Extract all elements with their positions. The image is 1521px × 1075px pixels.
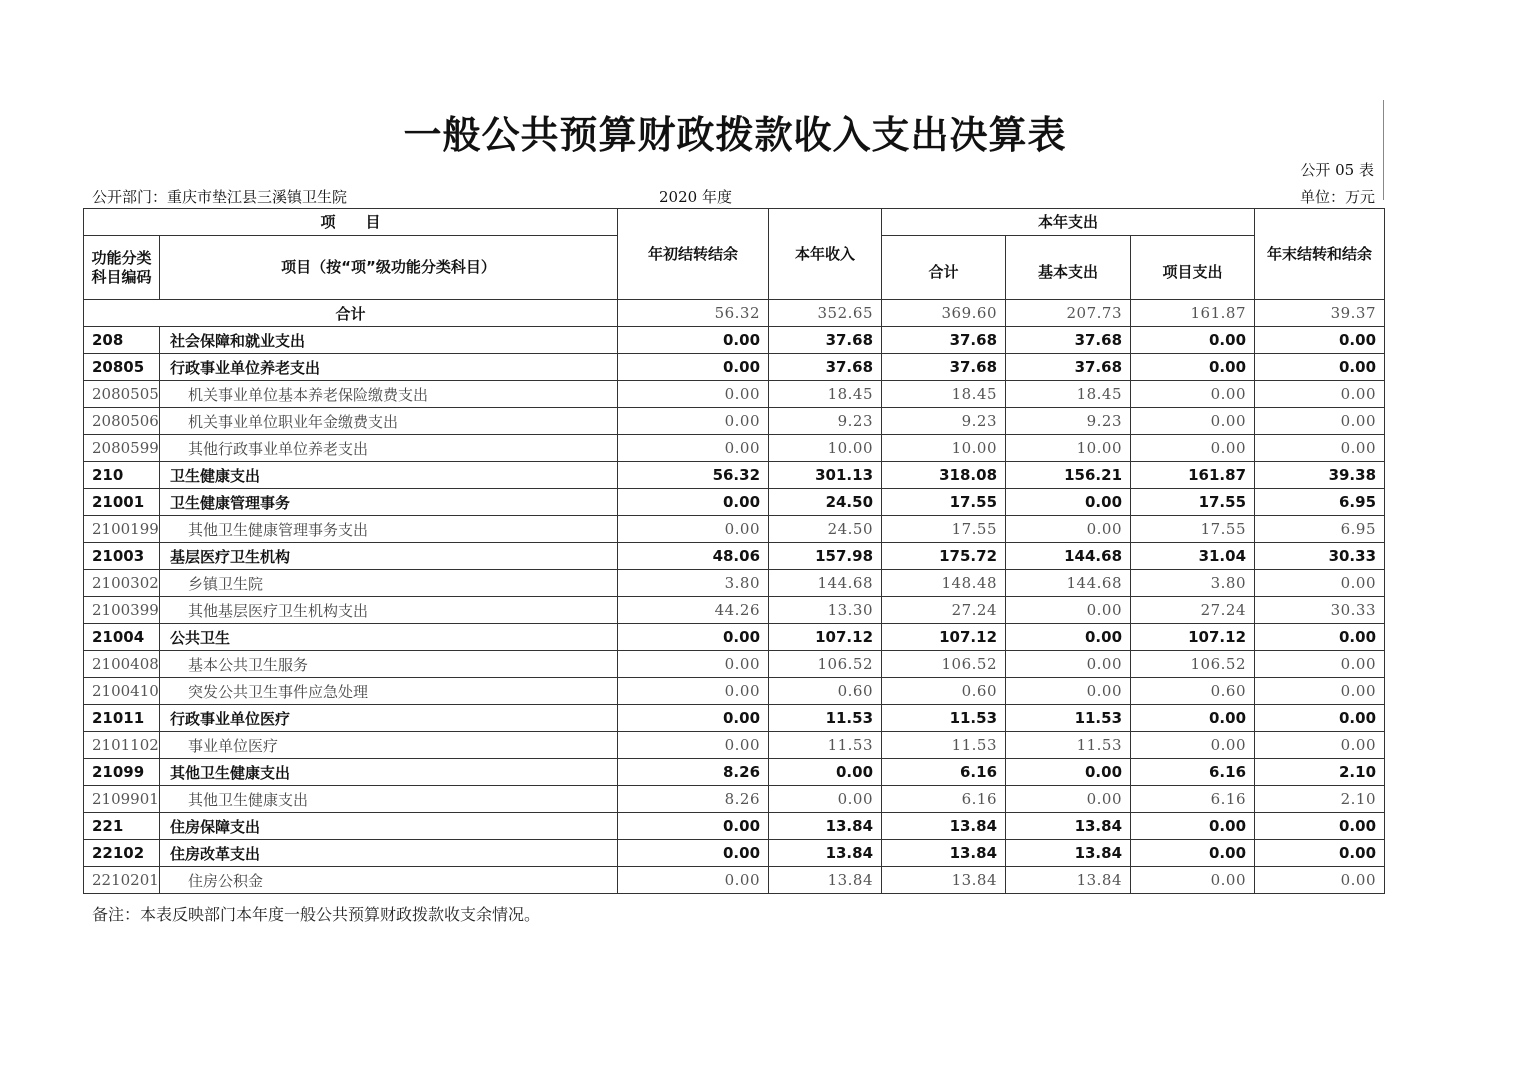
cell-income: 11.53: [769, 732, 882, 759]
footnote: 备注：本表反映部门本年度一般公共预算财政拨款收支余情况。: [92, 905, 541, 924]
cell-total: 6.16: [882, 759, 1006, 786]
cell-closing: 39.38: [1255, 462, 1385, 489]
cell-total: 37.68: [882, 354, 1006, 381]
cell-project: 107.12: [1131, 624, 1255, 651]
header-closing: 年末结转和结余: [1255, 209, 1385, 300]
cell-opening: 0.00: [618, 678, 769, 705]
cell-name: 社会保障和就业支出: [160, 327, 618, 354]
cell-closing: 6.95: [1255, 489, 1385, 516]
cell-code: 21003: [84, 543, 160, 570]
cell-opening: 0.00: [618, 867, 769, 894]
cell-opening: 0.00: [618, 651, 769, 678]
table-row: [84, 705, 1385, 732]
header-project: 项目支出: [1131, 236, 1255, 300]
cell-income: 106.52: [769, 651, 882, 678]
table-row: [84, 516, 1385, 543]
cell-closing: 0.00: [1255, 570, 1385, 597]
cell-total: 27.24: [882, 597, 1006, 624]
cell-code: 210: [84, 462, 160, 489]
cell-total: 318.08: [882, 462, 1006, 489]
cell-closing: 0.00: [1255, 381, 1385, 408]
table-row: [84, 597, 1385, 624]
cell-code: 2100302: [84, 570, 160, 597]
cell-income: 13.84: [769, 867, 882, 894]
header-income: 本年收入: [769, 209, 882, 300]
cell-opening: 0.00: [618, 813, 769, 840]
cell-closing: 0.00: [1255, 678, 1385, 705]
cell-closing: 0.00: [1255, 327, 1385, 354]
cell-closing: 0.00: [1255, 840, 1385, 867]
cell-closing: 30.33: [1255, 543, 1385, 570]
cell-name: 公共卫生: [160, 624, 618, 651]
header-opening: 年初结转结余: [618, 209, 769, 300]
cell-income: 10.00: [769, 435, 882, 462]
cell-basic: 0.00: [1006, 489, 1131, 516]
cell-opening: 0.00: [618, 705, 769, 732]
cell-total: 0.60: [882, 678, 1006, 705]
cell-project: 0.00: [1131, 381, 1255, 408]
table-row: [84, 759, 1385, 786]
cell-code: 2100199: [84, 516, 160, 543]
cell-code: 2080599: [84, 435, 160, 462]
cell-income: 157.98: [769, 543, 882, 570]
cell-basic: 0.00: [1006, 624, 1131, 651]
table-body: [84, 300, 1385, 894]
cell-project: 0.00: [1131, 867, 1255, 894]
cell-basic: 37.68: [1006, 354, 1131, 381]
table-row: [84, 651, 1385, 678]
cell-name: 其他卫生健康支出: [160, 759, 618, 786]
cell-basic: 156.21: [1006, 462, 1131, 489]
cell-code: 21001: [84, 489, 160, 516]
cell-basic: 0.00: [1006, 786, 1131, 813]
cell-basic: 144.68: [1006, 570, 1131, 597]
cell-total: 17.55: [882, 516, 1006, 543]
table-row: [84, 786, 1385, 813]
total-row: [84, 300, 1385, 327]
cell-income: 37.68: [769, 354, 882, 381]
cell-total: 6.16: [882, 786, 1006, 813]
cell-income: 37.68: [769, 327, 882, 354]
cell-name: 突发公共卫生事件应急处理: [160, 678, 618, 705]
cell-project: 0.00: [1131, 705, 1255, 732]
cell-income: 0.60: [769, 678, 882, 705]
cell-project: 27.24: [1131, 597, 1255, 624]
total-income: 352.65: [769, 300, 882, 327]
cell-name: 住房公积金: [160, 867, 618, 894]
cell-project: 0.00: [1131, 813, 1255, 840]
cell-project: 0.00: [1131, 840, 1255, 867]
cell-name: 其他卫生健康管理事务支出: [160, 516, 618, 543]
cell-total: 148.48: [882, 570, 1006, 597]
cell-opening: 0.00: [618, 408, 769, 435]
cell-basic: 10.00: [1006, 435, 1131, 462]
cell-total: 37.68: [882, 327, 1006, 354]
cell-opening: 8.26: [618, 786, 769, 813]
cell-total: 11.53: [882, 732, 1006, 759]
cell-project: 17.55: [1131, 516, 1255, 543]
cell-project: 3.80: [1131, 570, 1255, 597]
cell-code: 2080505: [84, 381, 160, 408]
header-expense-group: 本年支出: [882, 209, 1255, 236]
cell-opening: 0.00: [618, 624, 769, 651]
cell-total: 13.84: [882, 813, 1006, 840]
cell-code: 22102: [84, 840, 160, 867]
table-row: [84, 570, 1385, 597]
cell-income: 24.50: [769, 516, 882, 543]
cell-income: 13.84: [769, 840, 882, 867]
cell-name: 机关事业单位职业年金缴费支出: [160, 408, 618, 435]
cell-basic: 13.84: [1006, 867, 1131, 894]
cell-code: 2100408: [84, 651, 160, 678]
table-row: [84, 408, 1385, 435]
cell-closing: 30.33: [1255, 597, 1385, 624]
form-tag: 公开 05 表: [1300, 161, 1374, 179]
table-row: [84, 840, 1385, 867]
table-row: [84, 381, 1385, 408]
cell-income: 144.68: [769, 570, 882, 597]
cell-name: 行政事业单位养老支出: [160, 354, 618, 381]
cell-closing: 0.00: [1255, 705, 1385, 732]
header-name: 项目（按“项”级功能分类科目）: [160, 236, 618, 300]
cell-project: 6.16: [1131, 786, 1255, 813]
cell-opening: 0.00: [618, 489, 769, 516]
total-basic: 207.73: [1006, 300, 1131, 327]
cell-income: 13.30: [769, 597, 882, 624]
budget-table: [83, 208, 1385, 894]
table-row: [84, 354, 1385, 381]
total-total: 369.60: [882, 300, 1006, 327]
cell-basic: 18.45: [1006, 381, 1131, 408]
cell-code: 2101102: [84, 732, 160, 759]
cell-total: 18.45: [882, 381, 1006, 408]
cell-code: 2109901: [84, 786, 160, 813]
cell-basic: 13.84: [1006, 813, 1131, 840]
cell-code: 21004: [84, 624, 160, 651]
report-title: 一般公共预算财政拨款收入支出决算表: [403, 113, 1067, 157]
cell-income: 301.13: [769, 462, 882, 489]
total-project: 161.87: [1131, 300, 1255, 327]
cell-total: 17.55: [882, 489, 1006, 516]
table-row: [84, 678, 1385, 705]
table-row: [84, 489, 1385, 516]
cell-opening: 3.80: [618, 570, 769, 597]
cell-closing: 0.00: [1255, 813, 1385, 840]
cell-basic: 9.23: [1006, 408, 1131, 435]
cell-income: 107.12: [769, 624, 882, 651]
cell-opening: 0.00: [618, 354, 769, 381]
cell-basic: 13.84: [1006, 840, 1131, 867]
cell-project: 0.00: [1131, 327, 1255, 354]
header-total: 合计: [882, 236, 1006, 300]
cell-code: 2080506: [84, 408, 160, 435]
cell-total: 9.23: [882, 408, 1006, 435]
cell-total: 107.12: [882, 624, 1006, 651]
cell-closing: 2.10: [1255, 759, 1385, 786]
cell-name: 乡镇卫生院: [160, 570, 618, 597]
cell-total: 175.72: [882, 543, 1006, 570]
cell-name: 卫生健康管理事务: [160, 489, 618, 516]
cell-closing: 0.00: [1255, 867, 1385, 894]
cell-name: 机关事业单位基本养老保险缴费支出: [160, 381, 618, 408]
cell-project: 0.60: [1131, 678, 1255, 705]
header-item: 项 目: [84, 209, 618, 236]
cell-name: 其他卫生健康支出: [160, 786, 618, 813]
report-meta: [92, 186, 1375, 206]
cell-basic: 11.53: [1006, 705, 1131, 732]
cell-basic: 0.00: [1006, 759, 1131, 786]
cell-income: 24.50: [769, 489, 882, 516]
total-opening: 56.32: [618, 300, 769, 327]
cell-closing: 0.00: [1255, 624, 1385, 651]
table-row: [84, 327, 1385, 354]
table-row: [84, 435, 1385, 462]
cell-opening: 48.06: [618, 543, 769, 570]
table-row: [84, 543, 1385, 570]
cell-project: 6.16: [1131, 759, 1255, 786]
cell-code: 2210201: [84, 867, 160, 894]
cell-opening: 0.00: [618, 381, 769, 408]
cell-code: 208: [84, 327, 160, 354]
cell-total: 11.53: [882, 705, 1006, 732]
cell-opening: 0.00: [618, 732, 769, 759]
header-basic: 基本支出: [1006, 236, 1131, 300]
cell-income: 11.53: [769, 705, 882, 732]
cell-project: 0.00: [1131, 354, 1255, 381]
cell-basic: 37.68: [1006, 327, 1131, 354]
cell-income: 13.84: [769, 813, 882, 840]
cell-total: 13.84: [882, 840, 1006, 867]
table-row: [84, 813, 1385, 840]
cell-name: 其他基层医疗卫生机构支出: [160, 597, 618, 624]
cell-project: 0.00: [1131, 435, 1255, 462]
cell-code: 21011: [84, 705, 160, 732]
unit-label: 单位：万元: [1299, 188, 1375, 206]
cell-closing: 0.00: [1255, 435, 1385, 462]
cell-code: 21099: [84, 759, 160, 786]
cell-closing: 0.00: [1255, 354, 1385, 381]
cell-project: 0.00: [1131, 732, 1255, 759]
cell-project: 17.55: [1131, 489, 1255, 516]
cell-opening: 44.26: [618, 597, 769, 624]
table-row: [84, 462, 1385, 489]
cell-basic: 0.00: [1006, 678, 1131, 705]
cell-name: 住房保障支出: [160, 813, 618, 840]
cell-income: 0.00: [769, 759, 882, 786]
table-row: [84, 867, 1385, 894]
cell-name: 卫生健康支出: [160, 462, 618, 489]
cell-total: 106.52: [882, 651, 1006, 678]
cell-code: 2100399: [84, 597, 160, 624]
cell-project: 106.52: [1131, 651, 1255, 678]
cell-opening: 8.26: [618, 759, 769, 786]
cell-opening: 56.32: [618, 462, 769, 489]
cell-closing: 2.10: [1255, 786, 1385, 813]
year-label: 2020 年度: [659, 188, 732, 206]
cell-income: 18.45: [769, 381, 882, 408]
header-code: 功能分类科目编码: [84, 236, 160, 300]
cell-income: 0.00: [769, 786, 882, 813]
cell-basic: 11.53: [1006, 732, 1131, 759]
cell-name: 基本公共卫生服务: [160, 651, 618, 678]
department-label: 公开部门：重庆市垫江县三溪镇卫生院: [92, 188, 348, 206]
cell-closing: 0.00: [1255, 732, 1385, 759]
cell-closing: 0.00: [1255, 651, 1385, 678]
cell-project: 0.00: [1131, 408, 1255, 435]
cell-basic: 0.00: [1006, 516, 1131, 543]
total-closing: 39.37: [1255, 300, 1385, 327]
cell-closing: 0.00: [1255, 408, 1385, 435]
cell-name: 住房改革支出: [160, 840, 618, 867]
cell-opening: 0.00: [618, 840, 769, 867]
cell-name: 其他行政事业单位养老支出: [160, 435, 618, 462]
cell-closing: 6.95: [1255, 516, 1385, 543]
cell-basic: 144.68: [1006, 543, 1131, 570]
cell-opening: 0.00: [618, 435, 769, 462]
cell-basic: 0.00: [1006, 597, 1131, 624]
table-row: [84, 732, 1385, 759]
cell-total: 13.84: [882, 867, 1006, 894]
table-row: [84, 624, 1385, 651]
cell-opening: 0.00: [618, 516, 769, 543]
cell-opening: 0.00: [618, 327, 769, 354]
cell-name: 行政事业单位医疗: [160, 705, 618, 732]
cell-code: 221: [84, 813, 160, 840]
cell-code: 20805: [84, 354, 160, 381]
cell-income: 9.23: [769, 408, 882, 435]
total-label: 合计: [84, 300, 618, 327]
cell-basic: 0.00: [1006, 651, 1131, 678]
cell-project: 161.87: [1131, 462, 1255, 489]
cell-name: 基层医疗卫生机构: [160, 543, 618, 570]
cell-project: 31.04: [1131, 543, 1255, 570]
cell-total: 10.00: [882, 435, 1006, 462]
cell-name: 事业单位医疗: [160, 732, 618, 759]
cell-code: 2100410: [84, 678, 160, 705]
